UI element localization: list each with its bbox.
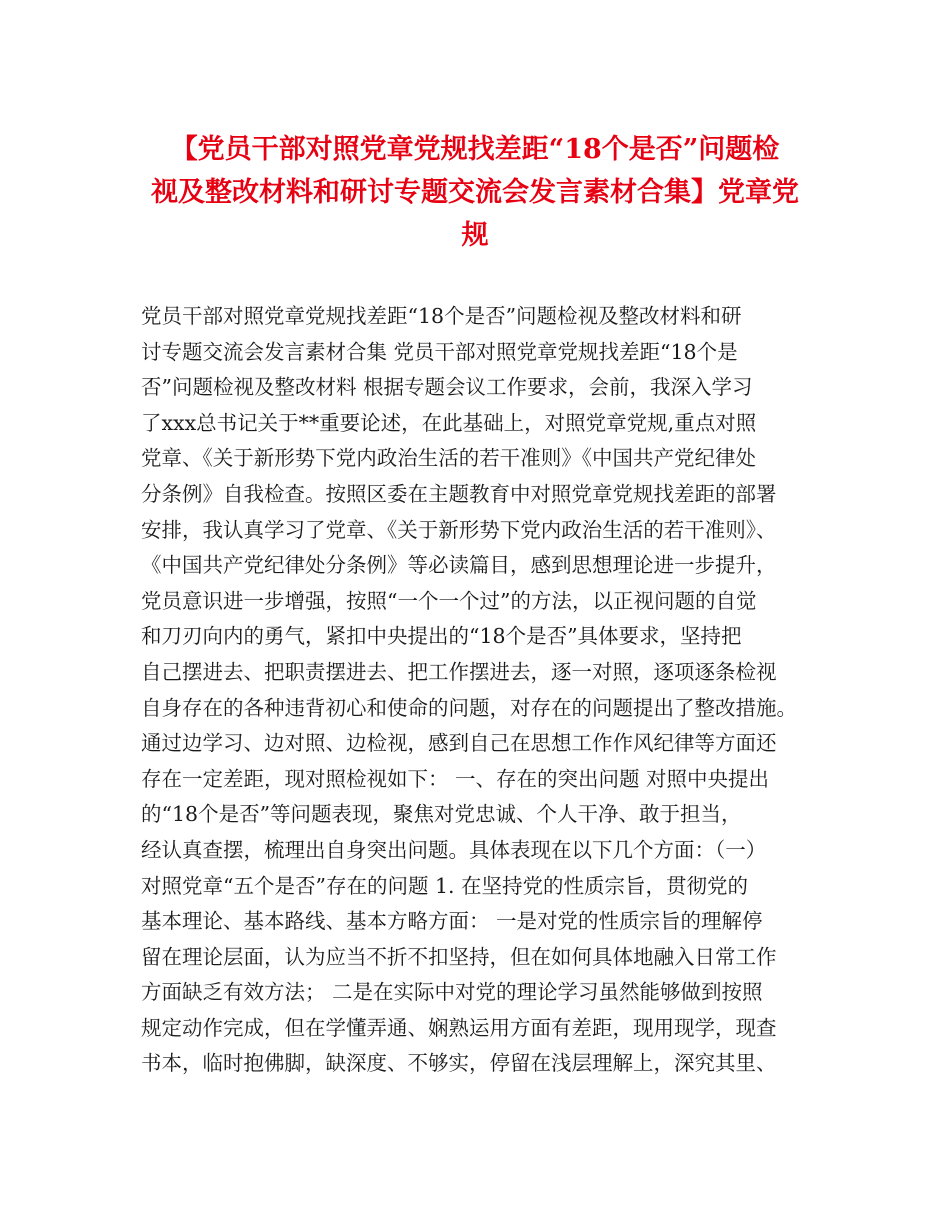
- body-line: 党员意识进一步增强，按照“一个一个过”的方法，以正视问题的自觉: [141, 588, 757, 613]
- body-line: 讨专题交流会发言素材合集 党员干部对照党章党规找差距“18个是: [141, 339, 738, 364]
- body-line: 基本理论、基本路线、基本方略方面： 一是对党的性质宗旨的理解停: [141, 909, 763, 934]
- title-line: 视及整改材料和研讨专题交流会发言素材合集】党章党: [151, 177, 799, 208]
- document-title: [130, 128, 820, 257]
- body-line: 对照党章“五个是否”存在的问题 1. 在坚持党的性质宗旨，贯彻党的: [141, 873, 749, 898]
- title-line: 规: [461, 220, 489, 251]
- body-line: 自己摆进去、把职责摆进去、把工作摆进去，逐一对照，逐项逐条检视: [141, 659, 777, 684]
- body-line: 留在理论层面，认为应当不折不扣坚持，但在如何具体地融入日常工作: [141, 944, 777, 969]
- document-body: [141, 299, 841, 1082]
- body-line: 党员干部对照党章党规找差距“18个是否”问题检视及整改材料和研: [141, 304, 742, 328]
- body-line: 自身存在的各种违背初心和使命的问题，对存在的问题提出了整改措施。: [141, 695, 797, 720]
- body-line: 分条例》自我检查。按照区委在主题教育中对照党章党规找差距的部署: [141, 481, 777, 506]
- body-line: 和刀刃向内的勇气，紧扣中央提出的“18个是否”具体要求，坚持把: [141, 624, 742, 649]
- body-line: 安排，我认真学习了党章、《关于新形势下党内政治生活的若干准则》、: [141, 517, 777, 542]
- body-line: 存在一定差距，现对照检视如下： 一、存在的突出问题 对照中央提出: [141, 766, 770, 791]
- title-line: 【党员干部对照党章党规找差距“18个是否”问题检: [170, 134, 780, 165]
- body-line: 书本，临时抱佛脚，缺深度、不够实，停留在浅层理解上，深究其里、: [141, 1051, 777, 1076]
- body-line: 规定动作完成，但在学懂弄通、娴熟运用方面有差距，现用现学，现查: [141, 1015, 777, 1040]
- body-line: 的“18个是否”等问题表现，聚焦对党忠诚、个人干净、敢于担当，: [141, 802, 742, 827]
- body-line: 党章、《关于新形势下党内政治生活的若干准则》《中国共产党纪律处: [141, 446, 756, 471]
- body-line: 方面缺乏有效方法； 二是在实际中对党的理论学习虽然能够做到按照: [141, 980, 763, 1005]
- body-line: 了xxx总书记关于**重要论述，在此基础上，对照党章党规,重点对照: [141, 410, 757, 435]
- body-line: 经认真查摆，梳理出自身突出问题。具体表现在以下几个方面：（一）: [141, 837, 767, 862]
- body-line: 否”问题检视及整改材料 根据专题会议工作要求，会前，我深入学习: [141, 375, 753, 400]
- body-line: 通过边学习、边对照、边检视，感到自己在思想工作作风纪律等方面还: [141, 731, 777, 756]
- body-line: 《中国共产党纪律处分条例》等必读篇目，感到思想理论进一步提升，: [141, 553, 777, 578]
